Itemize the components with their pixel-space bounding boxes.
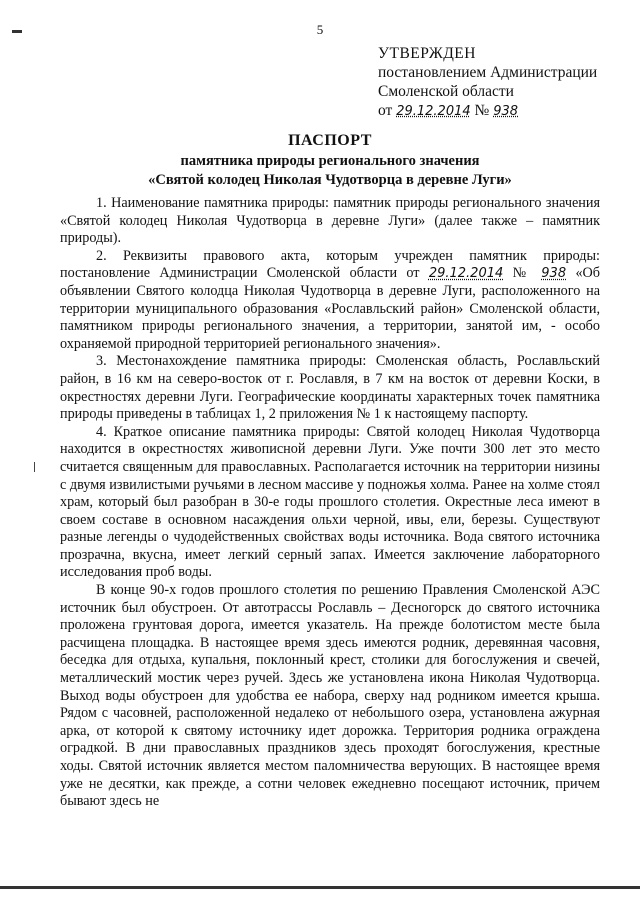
approval-date-line — [378, 101, 628, 121]
scan-edge-line — [0, 886, 640, 889]
approval-date: 29.12.2014 — [396, 104, 471, 119]
paragraph-2 — [60, 248, 600, 354]
paragraph-2-number-prefix: № — [512, 265, 532, 282]
approval-number-prefix: № — [474, 102, 490, 119]
paragraph-2-end: «Об объявлении Святого колодца Николая Чудотворца в деревне Луги, расположенного на территории муниципального образования «Рославльский район» Смоленской области, памятником природы регионального значения, а территории, занятой им, - особо охраняемой природной территорией регионального значения». — [60, 265, 601, 352]
page-number: 5 — [316, 22, 324, 37]
margin-mark — [34, 462, 35, 472]
approval-number: 938 — [493, 104, 519, 119]
paragraph-3: 3. Местонахождение памятника природы: Смоленская область, Рославльский район, в 16 км на северо-восток от г. Рославля, в 7 км на восток от деревни Коски, в окрестностях деревни Луги. Географические координаты характерных точек памятника природы приведены в таблицах 1, 2 приложения № 1 к настоящему паспорту. — [60, 353, 600, 423]
document-body — [60, 195, 600, 811]
document-subtitle-2: «Святой колодец Николая Чудотворца в деревне Луги» — [148, 172, 512, 188]
document-title: ПАСПОРТ — [288, 132, 372, 149]
approval-line-1: постановлением Администрации — [378, 64, 598, 81]
paragraph-2-start: 2. Реквизиты правового акта, которым учрежден памятник природы: постановление Администрации Смоленской области от — [60, 247, 600, 282]
document-subtitle-1: памятника природы регионального значения — [180, 153, 480, 169]
paragraph-4: 4. Краткое описание памятника природы: Святой колодец Николая Чудотворца находится в окрестностях живописной деревни Луги. Уже почти 300 лет это место считается священным для православных. Располагается источник на территории низины с двумя извилистыми ручьями в лесном массиве у подножья холма. Ранее на холме стоял храм, который был разобран в 30-е годы прошлого столетия. Окрестные леса имеют в своем составе в основном насаждения ольхи черной, ивы, ели, березы. Существуют разные легенды о чудодейственных свойствах воды источника. Вода святого источника прозрачна, вкусна, имеет легкий серный запах. Имеется заключение лабораторного исследования проб воды. — [60, 423, 600, 581]
paragraph-1: 1. Наименование памятника природы: памятник природы регионального значения «Святой колодец Николая Чудотворца в деревне Луги» (далее также – памятник природы). — [60, 195, 600, 247]
document-heading — [60, 130, 600, 190]
approval-date-prefix: от — [378, 102, 393, 119]
approval-line-2: Смоленской области — [378, 83, 514, 100]
approval-title: УТВЕРЖДЕН — [378, 45, 476, 62]
paragraph-2-date: 29.12.2014 — [428, 266, 504, 282]
approval-block — [378, 44, 628, 121]
paragraph-5: В конце 90-х годов прошлого столетия по решению Правления Смоленской АЭС источник был обустроен. От автотрассы Рославль – Десногорск до святого источника проложена грунтовая дорога, имеется указатель. На прежде болотистом месте была расчищена площадка. В настоящее время здесь имеются родник, деревянная часовня, беседка для отдыха, купальня, поклонный крест, столики для богослужения и свечей, металлический мостик через ручей. Здесь же установлена икона Николая Чудотворца. Выход воды обустроен для удобства ее набора, сверху над родником имеется крыша. Рядом с часовней, расположенной недалеко от небольшого озера, установлена ажурная арка, от которой к святому источнику идет дорожка. Территория родника ограждена оградкой. В дни православных праздников здесь проходят богослужения, крестные ходы. Святой источник является местом паломничества верующих. В настоящее время уже не десятки, как прежде, а сотни человек ежедневно посещают источник, причем бывают здесь не — [60, 582, 600, 810]
paragraph-2-number: 938 — [541, 266, 567, 282]
